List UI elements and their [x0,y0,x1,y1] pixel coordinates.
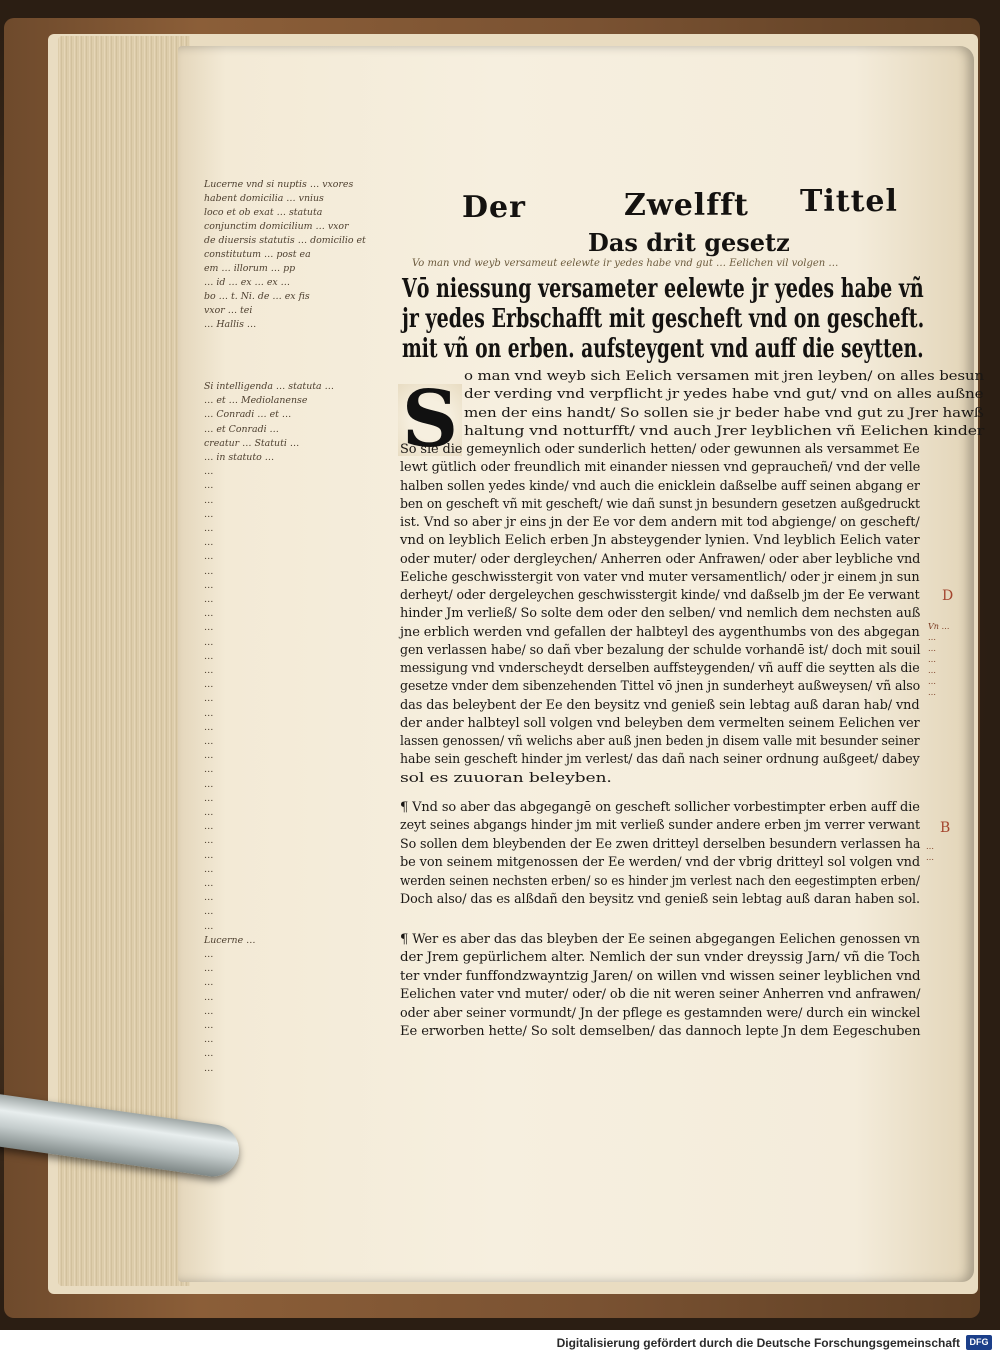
margin-note-line: … et Conradi … [204,423,279,435]
margin-note-line: bo … t. Ni. de … ex fis [204,291,310,302]
footer-bar [0,1330,1000,1356]
margin-note-line: … [204,807,214,818]
margin-note-line: … [204,892,214,904]
text-line: werden seinen nechsten erben/ so es hinder jm verlest nach den eegestimpten erben/ [400,873,920,889]
margin-note-line: … [204,508,214,520]
text-line: jne erblich werden vnd gefallen der halbteyl des aygenthumbs von des abgegan [400,624,920,640]
text-line: habe sein gescheft hinder jm verlest/ das dañ nach seiner ordnung außgeet/ dabey [400,752,920,768]
margin-note-line: … [204,991,214,1003]
text-line: ist. Vnd so aber jr eins jn der Ee vor dem andern mit tod abgienge/ on gescheft/ [400,515,920,530]
text-line: So sie die gemeynlich oder sunderlich hetten/ oder gewunnen als versammet Ee [400,442,920,457]
margin-note-line: … [204,821,214,833]
margin-note-line: … [928,688,936,697]
text-line: Ee erworben hette/ So solt demselben/ das dannoch lepte Jn dem Eegeschuben [400,1024,921,1039]
margin-note-line: Lucerne … [204,934,256,946]
margin-note-line: … [926,853,934,862]
text-line: lassen genossen/ vñ welichs aber auß jnen beden jn disem valle mit besunder seiner [400,734,920,749]
footer-credit: Digitalisierung gefördert durch die Deutsche Forschungsgemeinschaft [556,1336,960,1350]
heading-line: jr yedes Erbschafft mit gescheft vnd on gescheft. [402,304,925,334]
margin-note-line: … [204,764,214,776]
margin-note-line: … [204,863,214,875]
text-line: das das beleybent der Ee den beysitz vnd genieß sein lebtag auß daran hab/ vnd [400,697,920,713]
margin-note-line: … [204,1048,214,1060]
margin-note-line: … [204,963,214,975]
margin-marker-d: D [942,588,954,604]
margin-note-line: … [204,750,214,762]
text-line: So sollen dem bleybenden der Ee zwen dritteyl derselben besundern verlassen ha [400,836,921,852]
text-line: hinder Jm verließ/ So solte dem oder den selben/ vnd nemlich dem nechsten auß [400,606,921,622]
margin-note-line: vxor … tei [204,305,253,316]
margin-note-line: … [928,677,936,686]
margin-note-line: … [204,523,214,534]
margin-note-line: … [204,920,214,932]
margin-note-line: Si intelligenda … statuta … [204,381,334,392]
margin-note-line: … [204,1005,214,1017]
text-line: vnd on leyblich Eelich erben Jn absteygender lynien. Vnd leyblich Eelich vater [400,533,920,549]
margin-note-line: … [204,636,214,648]
margin-note-line: … [204,736,214,747]
margin-note-line: Vn … [928,622,950,631]
text-line: be von seinem mitgenossen der Ee werden/ vnd der vbrig dritteyl sol volgen vnd [400,855,920,871]
margin-note-line: … [926,842,934,851]
header-left: Der [462,190,526,225]
text-line: der ander halbteyl soll volgen vnd beleyben dem vermelten seinem Eelichen ver [400,715,920,731]
margin-note-line: … [204,594,214,605]
page-edges [58,36,190,1286]
margin-note-line: … [928,644,936,653]
margin-note-line: … [204,906,214,918]
margin-note-line: … [204,494,214,506]
drop-cap: S [398,384,462,456]
margin-note-line: … et … Mediolanense [204,395,308,407]
text-line: Eeliche geschwisstergit von vater vnd muter versamentlich/ oder jr einem jn sun [400,569,920,585]
margin-note-line: … [204,707,214,719]
header-center: Zwelfft [624,188,749,223]
margin-note-line: loco et ob exat … statuta [204,207,323,218]
margin-note-line: Lucerne vnd si nuptis … vxores [204,179,354,190]
margin-note-line: … [204,693,214,705]
margin-note-line: … [204,551,214,563]
margin-note-line: … [928,655,936,664]
margin-note-line: de diuersis statutis … domicilio et [204,235,366,246]
text-line: ¶ Wer es aber das das bleyben der Ee seinen abgegangen Eelichen genossen vn [400,932,920,947]
text-line: zeyt seines abgangs hinder jm mit verließ sunder andere erben jm verrer verwant [400,818,920,834]
text-line: lewt gütlich oder freundlich mit einander niessen vnd gepraucheñ/ vnd der velle [400,460,921,476]
text-line: Eelichen vater vnd muter/ oder/ ob die nit weren seiner Anherren vnd anfrawen/ [400,987,921,1003]
text-line: haltung vnd notturfft/ vnd auch Jrer leyblichen vñ Eelichen kinder [464,423,985,439]
margin-note-line: … [928,633,936,642]
text-line: men der eins handt/ So sollen sie jr beder habe vnd gut zu Jrer hawß [464,405,984,421]
text-line: ¶ Vnd so aber das abgegangē on gescheft sollicher vorbestimpter erben auff die [400,800,920,815]
margin-note-line: … [204,650,214,662]
margin-note-line: … Conradi … et … [204,409,292,421]
text-line: messigung vnd vnderscheydt derselben auffsteygenden/ vñ auff die seytten als die [400,661,920,676]
margin-note-line: … [928,666,936,675]
text-line: ter vnder funffondzwayntzig Jaren/ on willen vnd wissen seiner leyblichen vnd [400,968,921,984]
margin-note-line: … [204,849,214,861]
text-line: der Jrem gepürlichem alter. Nemlich der sun vnder dreyssig Jarn/ vñ die Toch [400,950,921,966]
section-gloss: Vo man vnd weyb versameut eelewte ir yedes habe vnd gut … Eelichen vil volgen … [412,258,839,269]
margin-note-line: … [204,608,214,620]
text-line: halben sollen yedes kinde/ vnd auch die enicklein daßselbe auff seinen abgang er [400,478,920,494]
margin-note-line: … [204,835,214,847]
margin-note-line: conjunctim domicilium … vxor [204,221,349,232]
margin-note-line: … [204,679,214,691]
text-line: Doch also/ das es alßdañ den beysitz vnd genieß sein lebtag auß daran haben sol. [400,892,920,907]
margin-note-line: … [204,480,214,492]
margin-note-line: … [204,622,214,634]
heading-line: Vō niessung versameter eelewte jr yedes habe vñ [402,274,924,304]
text-line: oder muter/ oder dergleychen/ Anherren oder Anfrawen/ oder aber leybliche vnd [400,551,921,567]
text-line: derheyt/ oder dergeleychen geschwisstergit kinde/ vnd daßselb jm der Ee verwant [400,588,920,603]
dfg-logo: DFG [966,1335,992,1350]
margin-note-line: … [204,778,214,790]
margin-note-line: … [204,1062,214,1074]
text-line: gesetze vnder dem sibenzehenden Tittel vō jnen jn sunderheyt außweysen/ vñ also [400,679,921,695]
margin-note-line: … in statuto … [204,452,275,463]
text-line: o man vnd weyb sich Eelich versamen mit jren leyben/ on alles besun [464,369,985,384]
margin-note-line: … [204,977,214,989]
margin-note-line: … [204,579,214,591]
margin-note-line: habent domicilia … vnius [204,193,324,204]
text-line: ben on gescheft vñ mit gescheft/ wie dañ sunst jn besundern gesetzen außgedruckt [400,496,920,512]
margin-note-line: … [204,1020,214,1031]
margin-note-line: … [204,565,214,577]
heading-line: mit vñ on erben. aufsteygent vnd auff die seytten. [402,334,924,364]
margin-note-line: … [204,537,214,549]
text-line: der verding vnd verpflicht jr yedes habe vnd gut/ vnd on alles außne [464,387,984,403]
section-subtitle: Das drit gesetz [588,228,790,257]
margin-note-line: … [204,665,214,676]
margin-note-line: … id … ex … ex … [204,277,291,288]
margin-note-line: em … illorum … pp [204,263,296,274]
margin-note-line: … [204,792,214,804]
text-line: sol es zuuoran beleyben. [400,770,612,786]
margin-note-line: … [204,466,214,478]
header-right: Tittel [800,184,898,219]
text-line: gen verlassen habe/ so dañ vber bezalung der schulde vorhandē ist/ doch mit souil [400,642,921,658]
margin-marker-b: B [940,820,951,836]
text-line: oder aber seiner vormundt/ Jn der pflege es gestamnden were/ durch ein winckel [400,1005,921,1021]
margin-note-line: … [204,721,214,733]
margin-note-line: … Hallis … [204,319,257,330]
margin-note-line: creatur … Statuti … [204,437,300,449]
margin-note-line: … [204,949,214,960]
margin-note-line: constitutum … post ea [204,249,311,260]
margin-note-line: … [204,878,214,889]
margin-note-line: … [204,1034,214,1046]
